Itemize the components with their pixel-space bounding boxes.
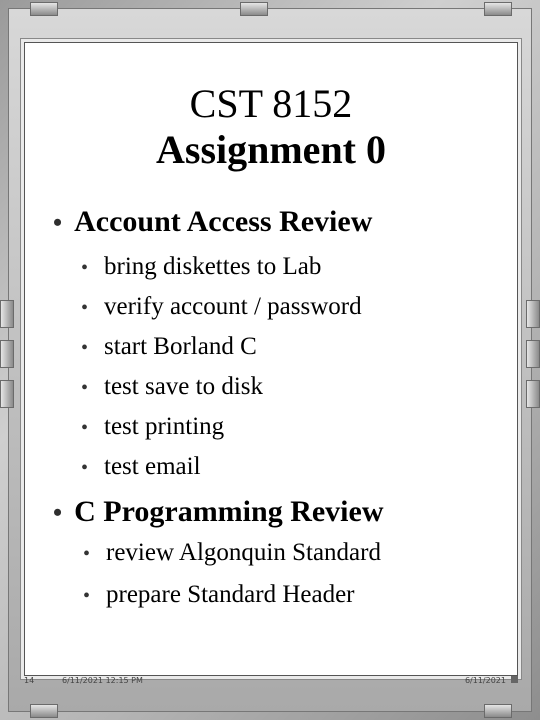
list-item <box>81 333 257 361</box>
list-item-text: test email <box>104 453 201 480</box>
bullet-icon: • <box>83 543 91 565</box>
slide-title <box>25 81 517 173</box>
list-item-text: test printing <box>104 413 225 440</box>
list-item-text: verify account / password <box>104 293 362 320</box>
frame-tab-decoration <box>484 704 512 718</box>
list-item-text: review Algonquin Standard <box>106 539 381 566</box>
footer-square-icon <box>511 676 518 683</box>
frame-tab-decoration <box>526 340 540 368</box>
frame-tab-decoration <box>526 380 540 408</box>
footer-date: 6/11/2021 <box>464 676 506 685</box>
list-item <box>81 413 224 441</box>
section-heading-text: C Programming Review <box>74 495 384 528</box>
title-line-2: Assignment 0 <box>155 127 387 172</box>
list-item-text: prepare Standard Header <box>106 581 355 608</box>
bullet-icon: • <box>53 208 63 237</box>
bullet-icon: • <box>81 457 89 479</box>
bullet-icon: • <box>81 377 89 399</box>
title-line-1: CST 8152 <box>189 81 353 126</box>
list-item <box>83 539 381 567</box>
list-item <box>81 453 201 481</box>
bullet-icon: • <box>81 337 89 359</box>
page-number: 14 <box>24 676 35 685</box>
bullet-icon: • <box>81 297 89 319</box>
slide-footer <box>22 674 518 688</box>
section-heading-account-access <box>53 205 372 239</box>
frame-tab-decoration <box>30 2 58 16</box>
footer-timestamp: 6/11/2021 12:15 PM <box>62 676 143 685</box>
section-heading-text: Account Access Review <box>74 205 373 238</box>
list-item <box>81 293 362 321</box>
frame-tab-decoration <box>0 340 14 368</box>
frame-tab-decoration <box>526 300 540 328</box>
bullet-icon: • <box>53 498 63 527</box>
frame-tab-decoration <box>0 380 14 408</box>
section-heading-c-programming <box>53 495 383 529</box>
list-item <box>81 373 263 401</box>
list-item-text: start Borland C <box>104 333 257 360</box>
frame-tab-decoration <box>484 2 512 16</box>
frame-tab-decoration <box>240 2 268 16</box>
list-item-text: test save to disk <box>104 373 264 400</box>
bullet-icon: • <box>83 585 91 607</box>
list-item <box>83 581 355 609</box>
slide-content-panel <box>24 42 518 676</box>
frame-tab-decoration <box>0 300 14 328</box>
frame-tab-decoration <box>30 704 58 718</box>
list-item-text: bring diskettes to Lab <box>104 253 322 280</box>
list-item <box>81 253 321 281</box>
bullet-icon: • <box>81 257 89 279</box>
bullet-icon: • <box>81 417 89 439</box>
